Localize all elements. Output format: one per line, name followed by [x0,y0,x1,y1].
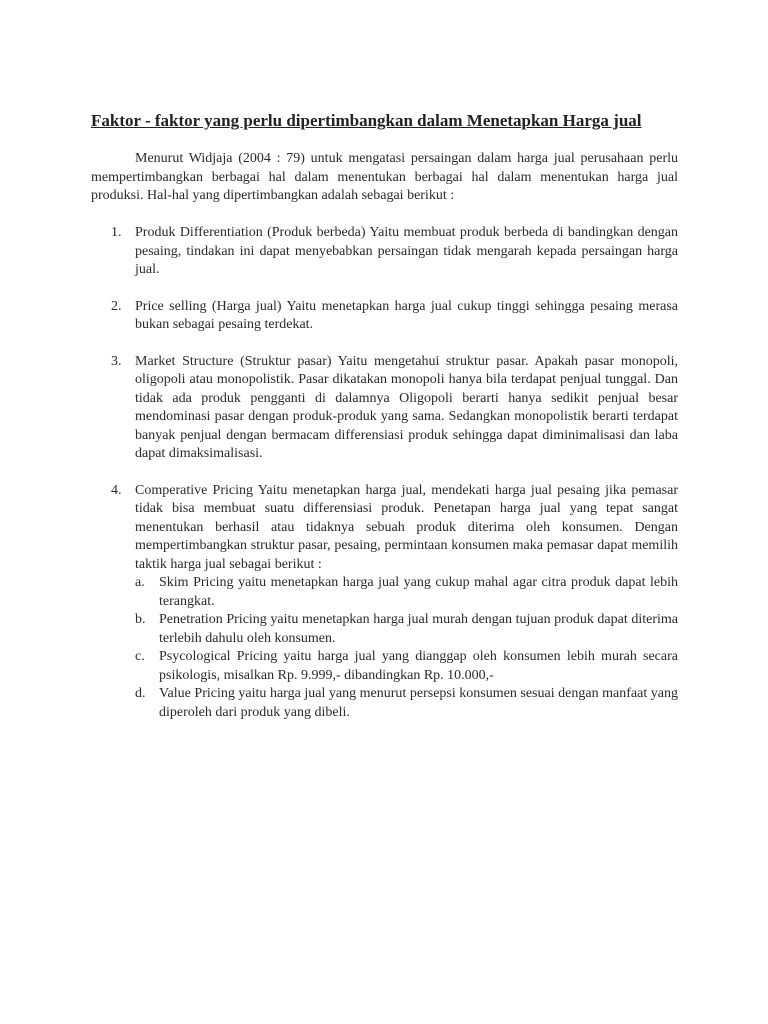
sublist-item [135,685,678,722]
factor-list [91,224,678,722]
sublist-item [135,648,678,685]
sublist-item-letter: b. [135,612,146,627]
list-item-number: 3. [111,353,122,369]
document-title: Faktor - faktor yang perlu dipertimbangkan dalam Menetapkan Harga jual [91,111,642,130]
list-item [91,298,678,335]
list-item-text: Market Structure (Struktur pasar) Yaitu mengetahui struktur pasar. Apakah pasar monopoli, oligopoli atau monopolistik. Pasar dikatakan monopoli hanya bila terdapat penjual tunggal. Dan tidak ada produk pengganti di dalamnya Oligopoli berarti hanya sedikit penjual besar mendominasi pasar dengan produk-produk yang sama. Sedangkan monopolistik berarti terdapat banyak penjual dengan bermacam differensiasi produk sehingga dapat diminimalisasi dan laba dapat dimaksimalisasi. [135,353,678,461]
list-item [91,224,678,280]
sublist-item-text: Psycological Pricing yaitu harga jual yang dianggap oleh konsumen lebih murah secara psikologis, misalkan Rp. 9.999,- dibandingkan Rp. 10.000,- [159,649,678,683]
list-item-number: 4. [111,482,122,498]
list-item-text: Price selling (Harga jual) Yaitu menetapkan harga jual cukup tinggi sehingga pesaing merasa bukan sebagai pesaing terdekat. [135,298,678,332]
sublist-item-text: Skim Pricing yaitu menetapkan harga jual yang cukup mahal agar citra produk dapat lebih terangkat. [159,575,678,609]
sublist-item-letter: d. [135,686,146,701]
pricing-tactics-sublist [135,574,678,722]
list-item [91,482,678,723]
sublist-item-letter: a. [135,575,145,590]
sublist-item [135,574,678,611]
sublist-item [135,611,678,648]
sublist-item-text: Value Pricing yaitu harga jual yang menurut persepsi konsumen sesuai dengan manfaat yang diperoleh dari produk yang dibeli. [159,686,678,720]
list-item-text: Comperative Pricing Yaitu menetapkan harga jual, mendekati harga jual pesaing jika pemasar tidak bisa membuat suatu differensiasi produk. Penetapan harga jual yang tepat sangat menentukan berhasil atau tidaknya sebuah produk diterima oleh konsumen. Dengan mempertimbangkan struktur pasar, pesaing, permintaan konsumen maka pemasar dapat memilih taktik harga jual sebagai berikut : [135,482,678,572]
list-item [91,353,678,464]
list-item-text: Produk Differentiation (Produk berbeda) Yaitu membuat produk berbeda di bandingkan dengan pesaing, tindakan ini dapat menyebabkan persaingan tidak mengarah kepada persaingan harga jual. [135,225,678,277]
sublist-item-letter: c. [135,649,145,664]
intro-paragraph: Menurut Widjaja (2004 : 79) untuk mengatasi persaingan dalam harga jual perusahaan perlu mempertimbangkan berbagai hal dalam menentukan berbagai hal dalam menentukan harga jual produksi. Hal-hal yang dipertimbangkan adalah sebagai berikut : [91,151,678,203]
list-item-number: 2. [111,298,122,314]
list-item-number: 1. [111,225,122,240]
sublist-item-text: Penetration Pricing yaitu menetapkan harga jual murah dengan tujuan produk dapat diterima terlebih dahulu oleh konsumen. [159,612,678,646]
